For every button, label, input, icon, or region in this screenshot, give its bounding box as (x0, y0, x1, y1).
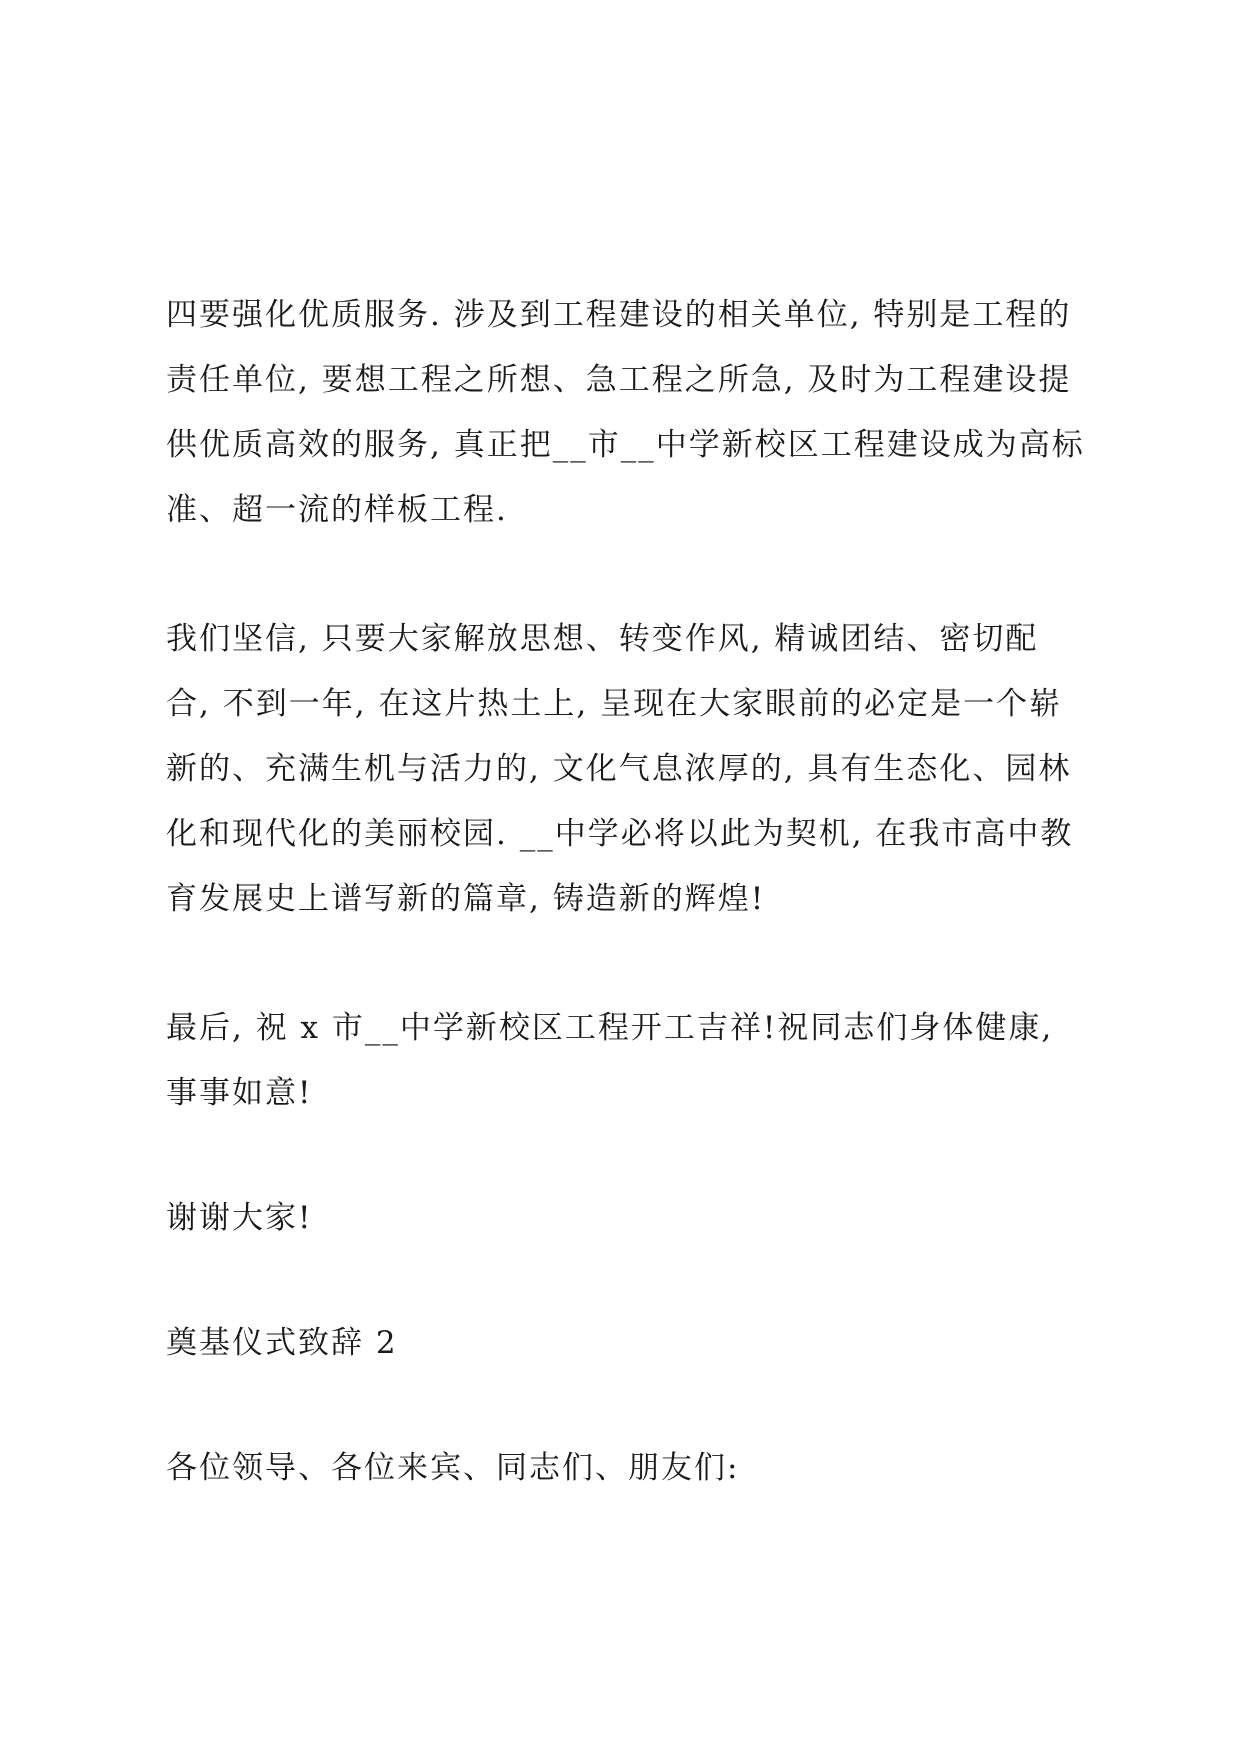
section-heading (166, 1311, 1096, 1376)
paragraph-spacer (166, 1251, 1096, 1311)
text-line: 新的、充满生机与活力的, 文化气息浓厚的, 具有生态化、园林 (166, 751, 1072, 787)
text-line: 谢谢大家! (166, 1200, 313, 1236)
text-line: 最后, 祝 x 市__中学新校区工程开工吉祥!祝同志们身体健康, (166, 1010, 1054, 1046)
paragraph-belief (166, 607, 1096, 932)
text-line: 四要强化优质服务. 涉及到工程建设的相关单位, 特别是工程的 (166, 297, 1072, 333)
heading-line: 奠基仪式致辞 2 (166, 1325, 398, 1361)
text-line: 化和现代化的美丽校园. __中学必将以此为契机, 在我市高中教 (166, 816, 1074, 852)
text-line: 供优质高效的服务, 真正把__市__中学新校区工程建设成为高标 (166, 427, 1085, 463)
text-line: 事事如意! (166, 1075, 313, 1111)
paragraph-spacer (166, 1126, 1096, 1186)
text-line: 责任单位, 要想工程之所想、急工程之所急, 及时为工程建设提 (166, 362, 1072, 398)
text-line: 各位领导、各位来宾、同志们、朋友们: (166, 1450, 740, 1486)
paragraph-greeting (166, 1436, 1096, 1501)
document-body (166, 283, 1096, 1501)
paragraph-service (166, 283, 1096, 543)
paragraph-thanks (166, 1186, 1096, 1251)
text-line: 育发展史上谱写新的篇章, 铸造新的辉煌! (166, 881, 766, 917)
text-line: 我们坚信, 只要大家解放思想、转变作风, 精诚团结、密切配 (166, 621, 1039, 657)
paragraph-spacer (166, 1376, 1096, 1436)
paragraph-spacer (166, 543, 1096, 607)
paragraph-wishes (166, 996, 1096, 1126)
text-line: 合, 不到一年, 在这片热土上, 呈现在大家眼前的必定是一个崭 (166, 686, 1063, 722)
text-line: 准、超一流的样板工程. (166, 492, 508, 528)
paragraph-spacer (166, 932, 1096, 996)
